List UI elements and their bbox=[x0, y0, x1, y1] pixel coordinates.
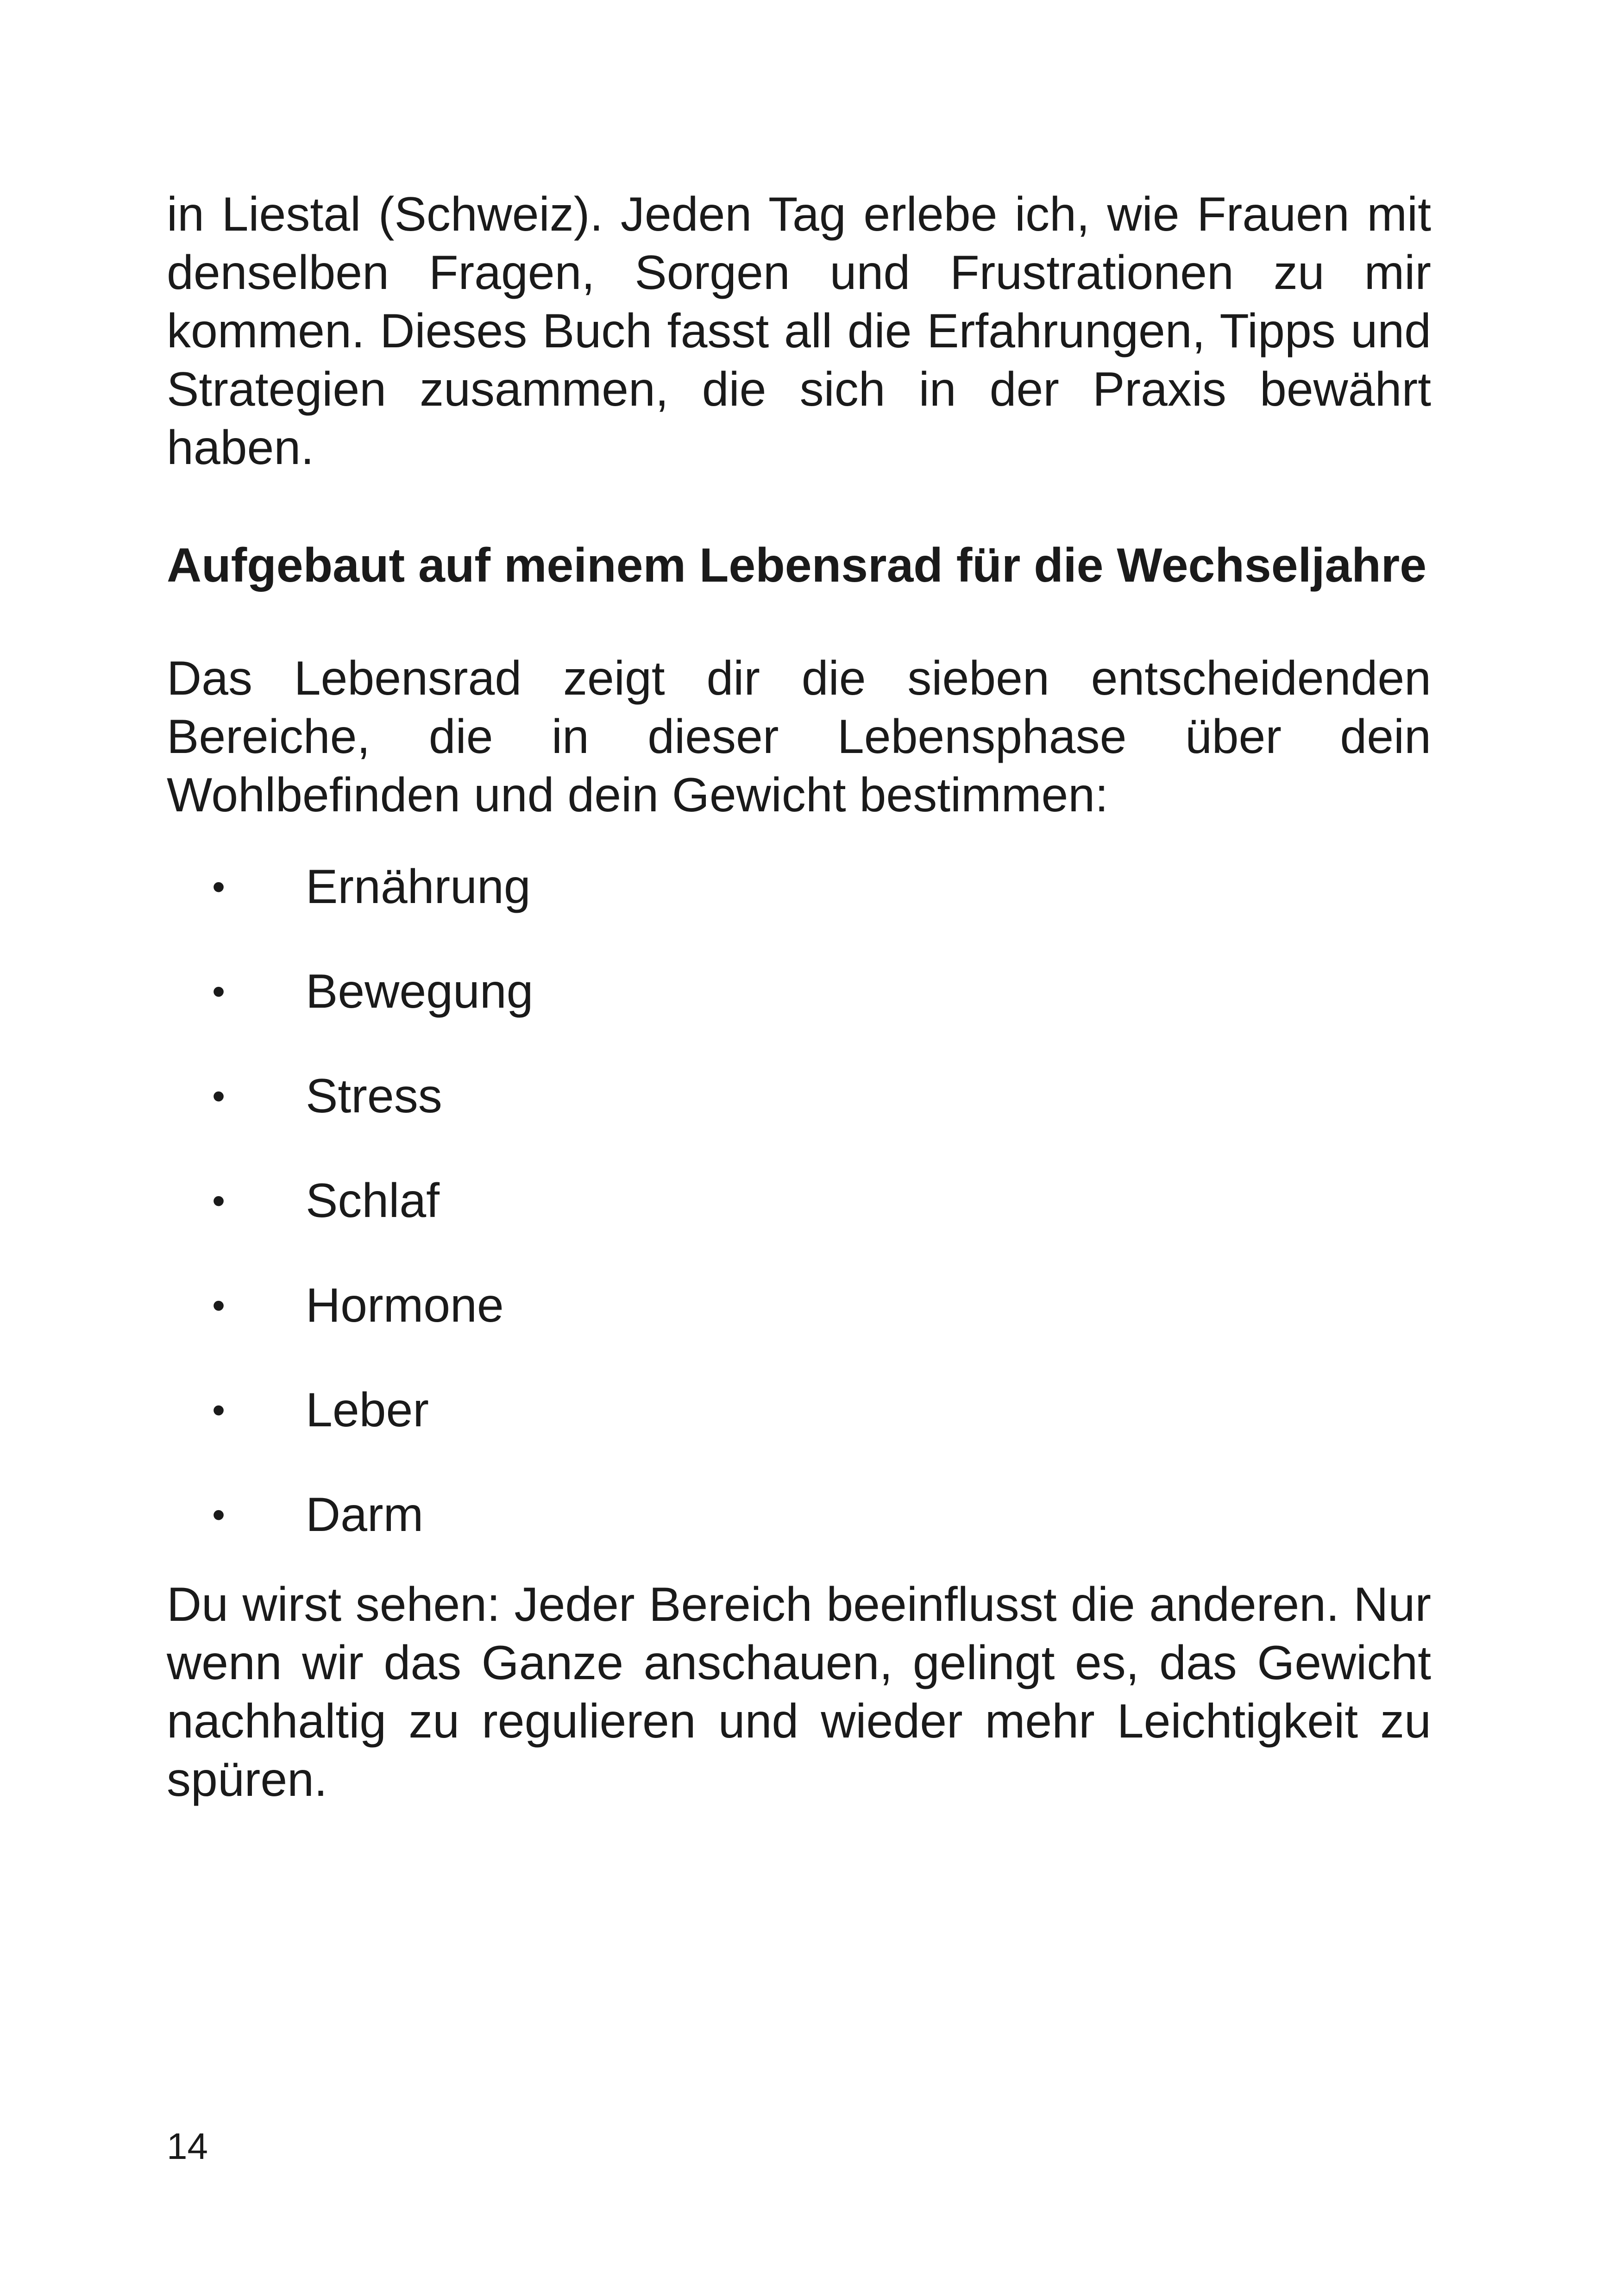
bullet-icon: • bbox=[212, 971, 226, 1012]
bullet-icon: • bbox=[212, 1285, 226, 1326]
list-item bbox=[167, 961, 1431, 1066]
list-item bbox=[167, 1380, 1431, 1485]
list-item-label: Stress bbox=[306, 1069, 442, 1123]
list-item-label: Hormone bbox=[306, 1279, 504, 1332]
page-number: 14 bbox=[167, 2126, 208, 2167]
bullet-icon: • bbox=[212, 866, 226, 907]
section-intro-paragraph: Das Lebensrad zeigt dir die sieben entscheidenden Bereiche, die in dieser Lebensphase über dein Wohlbefinden und dein Gewicht bestimmen: bbox=[167, 652, 1431, 822]
list-item-label: Schlaf bbox=[306, 1174, 440, 1228]
section-heading: Aufgebaut auf meinem Lebensrad für die Wechseljahre bbox=[167, 539, 1427, 592]
list-item bbox=[167, 1275, 1431, 1380]
page-content bbox=[167, 185, 1431, 1809]
areas-list bbox=[167, 857, 1431, 1589]
list-item bbox=[167, 1171, 1431, 1275]
list-item-label: Darm bbox=[306, 1488, 424, 1542]
bullet-icon: • bbox=[212, 1389, 226, 1430]
list-item bbox=[167, 1485, 1431, 1589]
list-item bbox=[167, 857, 1431, 961]
intro-paragraph: in Liestal (Schweiz). Jeden Tag erlebe ich, wie Frauen mit denselben Fragen, Sorgen und Frustrationen zu mir kommen. Dieses Buch fasst all die Erfahrungen, Tipps und Strategien zusammen, die sich in der Praxis bewährt haben. bbox=[167, 188, 1431, 475]
bullet-icon: • bbox=[212, 1180, 226, 1221]
bullet-icon: • bbox=[212, 1494, 226, 1535]
list-item-label: Bewegung bbox=[306, 965, 534, 1018]
bullet-icon: • bbox=[212, 1075, 226, 1117]
list-item-label: Ernährung bbox=[306, 860, 531, 914]
list-item bbox=[167, 1066, 1431, 1171]
list-item-label: Leber bbox=[306, 1383, 429, 1437]
closing-paragraph: Du wirst sehen: Jeder Bereich beeinflusst die anderen. Nur wenn wir das Ganze anschauen, gelingt es, das Gewicht nachhaltig zu regulieren und wieder mehr Leichtigkeit zu spüren. bbox=[167, 1578, 1431, 1807]
